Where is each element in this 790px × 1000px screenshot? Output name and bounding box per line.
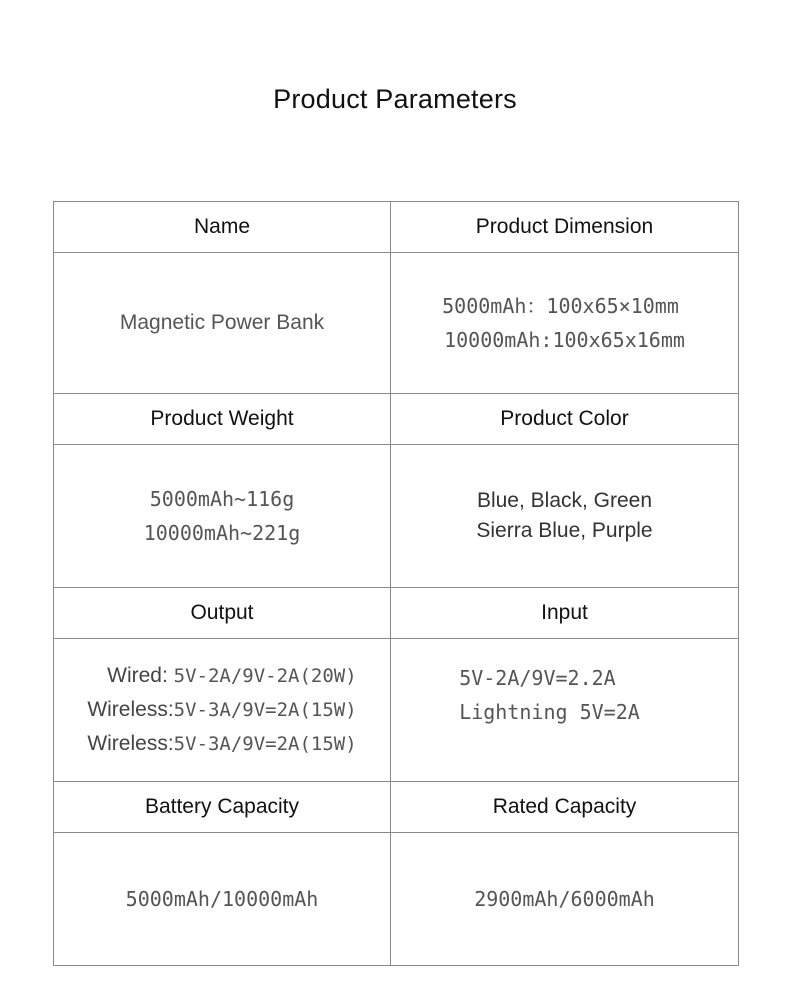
table-value-row (54, 445, 739, 588)
output-list (87, 659, 356, 761)
table-value-row (54, 253, 739, 394)
parameters-table (53, 201, 739, 966)
value-product-dimension (391, 253, 739, 394)
value-input (391, 639, 739, 782)
weight-5000: 5000mAh~116g (149, 487, 295, 511)
header-input: Input (391, 588, 739, 639)
color-line-2: Sierra Blue, Purple (476, 519, 653, 542)
table-header-row (54, 588, 739, 639)
header-battery-capacity: Battery Capacity (54, 782, 391, 833)
input-line-2: Lightning 5V=2A (459, 700, 640, 724)
rated-capacity-value: 2900mAh/6000mAh (474, 886, 655, 911)
header-product-dimension: Product Dimension (391, 202, 739, 253)
output-label: Wireless: (87, 698, 174, 721)
input-list (459, 661, 640, 729)
output-value: 5V-3A/9V=2A(15W) (173, 733, 357, 755)
value-rated-capacity (391, 833, 739, 966)
header-product-weight: Product Weight (54, 394, 391, 445)
table-value-row (54, 833, 739, 966)
dimension-10000: 10000mAh:100x65x16mm (444, 328, 685, 352)
header-rated-capacity: Rated Capacity (391, 782, 739, 833)
table-value-row (54, 639, 739, 782)
value-name (54, 253, 391, 394)
dimension-5000: 5000mAh：100x65×10mm (442, 294, 679, 318)
output-value: 5V-3A/9V=2A(15W) (173, 699, 357, 721)
header-product-color: Product Color (391, 394, 739, 445)
output-wireless (87, 693, 356, 727)
value-output (54, 639, 391, 782)
output-wired (87, 659, 356, 693)
input-line-1: 5V-2A/9V=2.2A (459, 666, 616, 690)
page-title: Product Parameters (273, 84, 517, 114)
color-line-1: Blue, Black, Green (476, 489, 653, 512)
value-battery-capacity (54, 833, 391, 966)
header-output: Output (54, 588, 391, 639)
value-product-weight (54, 445, 391, 588)
table-header-row (54, 394, 739, 445)
output-label: Wireless: (87, 732, 174, 755)
name-value: Magnetic Power Bank (119, 311, 325, 334)
output-value: 5V-2A/9V-2A(20W) (173, 665, 357, 687)
battery-capacity-value: 5000mAh/10000mAh (125, 886, 319, 911)
header-name: Name (54, 202, 391, 253)
value-product-color (391, 445, 739, 588)
output-label: Wired: (107, 664, 168, 687)
output-wireless (87, 727, 356, 761)
table-header-row (54, 782, 739, 833)
weight-10000: 10000mAh~221g (143, 521, 301, 545)
table-header-row (54, 202, 739, 253)
